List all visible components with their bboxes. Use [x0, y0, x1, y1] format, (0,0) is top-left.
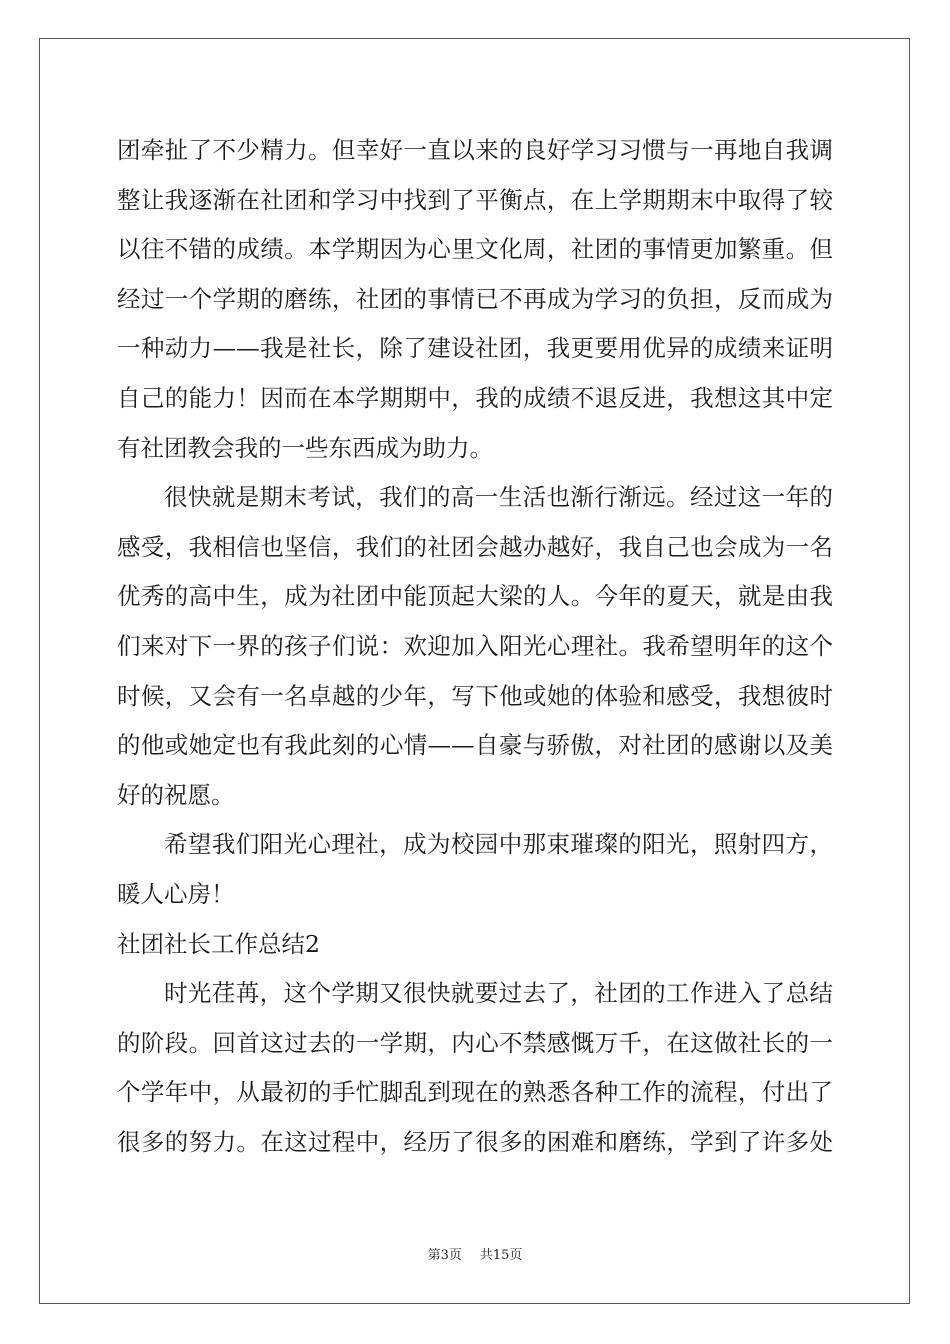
text-line: 团牵扯了不少精力。但幸好一直以来的良好学习习惯与一再地自我调: [117, 136, 833, 164]
text-line: 很多的努力。在这过程中，经历了很多的困难和磨练，学到了许多处: [117, 1127, 833, 1156]
paragraph-first-line: 希望我们阳光心理社，成为校园中那束璀璨的阳光，照射四方，: [164, 830, 833, 859]
page-total: 共15页: [479, 1248, 523, 1263]
text-line: 经过一个学期的磨练，社团的事情已不再成为学习的负担，反而成为: [117, 284, 833, 313]
text-line: 的阶段。回首这过去的一学期，内心不禁感慨万千，在这做社长的一: [117, 1028, 833, 1057]
text-line: 以往不错的成绩。本学期因为心里文化周，社团的事情更加繁重。但: [117, 235, 833, 264]
page-number: 第3页: [427, 1248, 462, 1263]
text-line: 的他或她定也有我此刻的心情——自豪与骄傲，对社团的感谢以及美: [117, 731, 833, 760]
document-body: [117, 126, 833, 1167]
text-line: 一种动力——我是社长，除了建设社团，我更要用优异的成绩来证明: [117, 334, 833, 363]
text-line: 感受，我相信也坚信，我们的社团会越办越好，我自己也会成为一名: [117, 532, 833, 561]
text-line: 个学年中，从最初的手忙脚乱到现在的熟悉各种工作的流程，付出了: [117, 1078, 833, 1107]
text-line: 自己的能力！因而在本学期期中，我的成绩不退反进，我想这其中定: [117, 383, 833, 412]
text-line: 暖人心房！: [117, 879, 235, 908]
paragraph-first-line: 很快就是期末考试，我们的高一生活也渐行渐远。经过这一年的: [164, 483, 833, 512]
paragraph-first-line: 时光荏苒，这个学期又很快就要过去了，社团的工作进入了总结: [164, 979, 833, 1008]
text-line: 们来对下一界的孩子们说：欢迎加入阳光心理社。我希望明年的这个: [117, 631, 833, 660]
text-line: 优秀的高中生，成为社团中能顶起大梁的人。今年的夏天，就是由我: [117, 582, 833, 611]
section-heading: 社团社长工作总结2: [117, 929, 320, 958]
text-line: 有社团教会我的一些东西成为助力。: [117, 433, 493, 462]
text-line: 整让我逐渐在社团和学习中找到了平衡点，在上学期期末中取得了较: [117, 185, 833, 214]
page-footer: [0, 1246, 950, 1266]
text-line: 好的祝愿。: [117, 780, 235, 809]
text-line: 时候，又会有一名卓越的少年，写下他或她的体验和感受，我想彼时: [117, 681, 833, 710]
